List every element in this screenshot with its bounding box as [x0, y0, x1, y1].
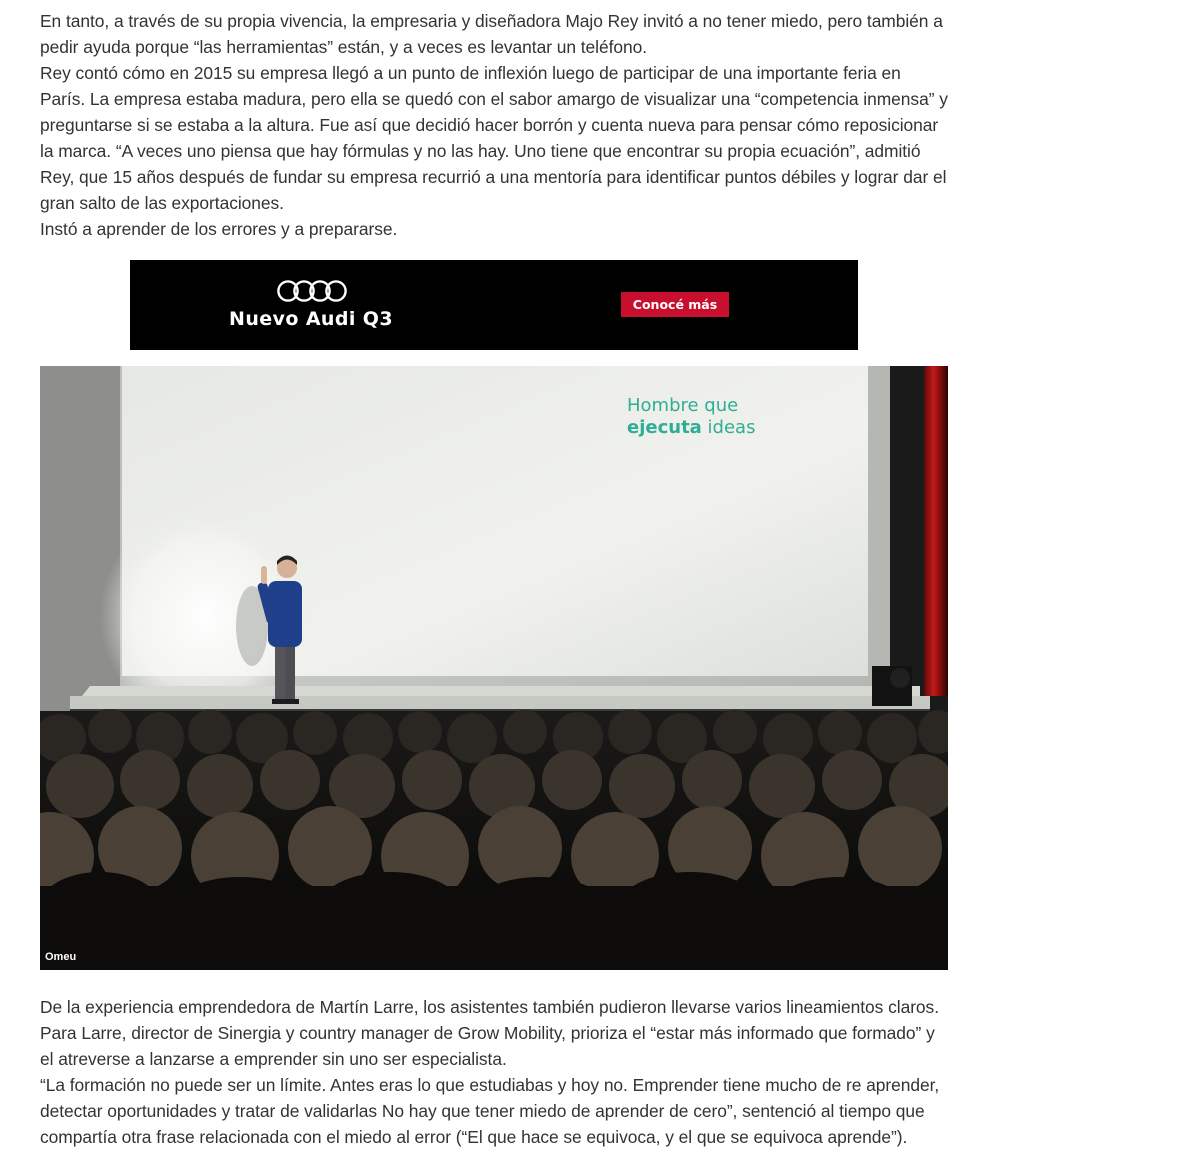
paragraph-majo-rey-story: Rey contó cómo en 2015 su empresa llegó a un punto de inflexión luego de participar de una importante feria en París. La empresa estaba madura, pero ella se quedó con el sabor amargo de visualizar una “competencia inmensa” y preguntarse si se estaba a la altura. Fue así que decidió hacer borrón y cuenta nueva para pensar cómo reposicionar la marca. “A veces uno piensa que hay fórmulas y no las hay. Uno tiene que encontrar su propia ecuación”, admitió Rey, que 15 años después de fundar su empresa recurrió a una mentoría para identificar puntos débiles y lograr dar el gran salto de las exportaciones.: [40, 63, 948, 213]
audi-rings-logo: [276, 279, 348, 303]
article-body-top: [40, 8, 950, 242]
screen-text-line2: ejecuta ideas: [627, 417, 756, 438]
audi-ad-banner[interactable]: [130, 260, 858, 350]
paragraph-learn-from-errors: Instó a aprender de los errores y a prepararse.: [40, 219, 398, 239]
event-stage-photo: [40, 366, 948, 970]
paragraph-larre-quote: “La formación no puede ser un límite. Antes eras lo que estudiabas y hoy no. Emprender tiene mucho de re aprender, detectar oportunidades y tratar de validarlas No hay que tener miedo de aprender de cero”, sentenció al tiempo que compartía otra frase relacionada con el miedo al error (“El que hace se equivoca, y el que se equivoca aprende”).: [40, 1075, 940, 1147]
stage-photo-image: [40, 366, 948, 970]
paragraph-martin-larre: De la experiencia emprendedora de Martín Larre, los asistentes también pudieron llevarse varios lineamientos claros. Para Larre, director de Sinergia y country manager de Grow Mobility, prioriza el “estar más informado que formado” y el atreverse a lanzarse a emprender sin uno ser especialista.: [40, 997, 939, 1069]
paragraph-majo-rey-intro: En tanto, a través de su propia vivencia, la empresaria y diseñadora Majo Rey invitó a no tener miedo, pero también a pedir ayuda porque “las herramientas” están, y a veces es levantar un teléfono.: [40, 11, 943, 57]
screen-text-line1: Hombre que: [627, 395, 739, 416]
photo-caption: Omeu: [45, 951, 77, 963]
article-body-bottom: [40, 994, 950, 1150]
ad-cta-button[interactable]: Conocé más: [621, 292, 729, 317]
ad-model-name: Nuevo Audi Q3: [229, 308, 393, 330]
